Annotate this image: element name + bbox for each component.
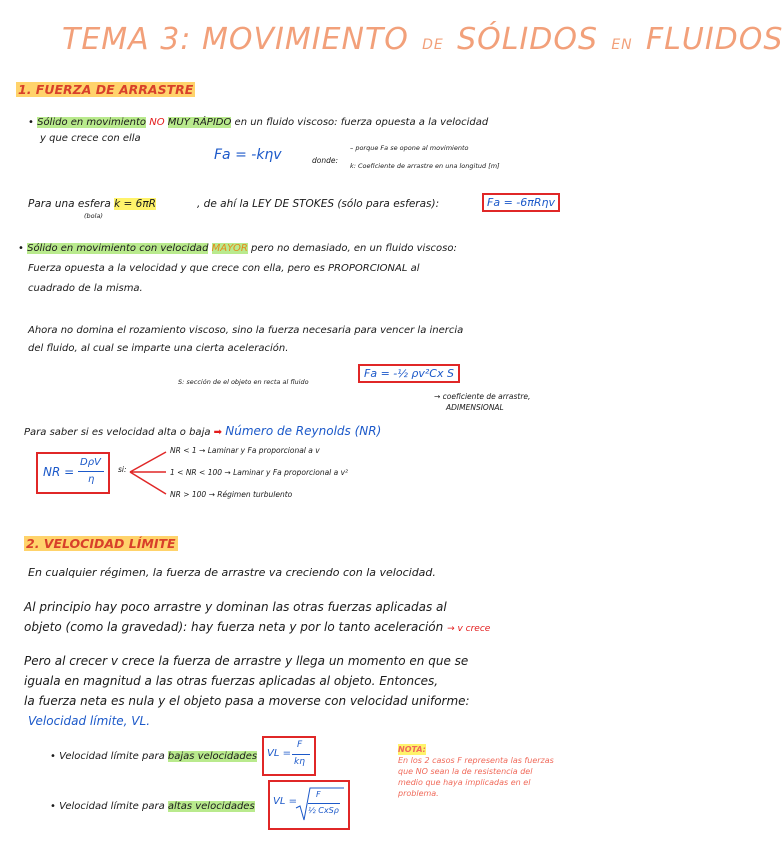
- fraction-bar: [78, 471, 104, 472]
- fraction-bar: [308, 803, 340, 804]
- reynolds-lhs: NR =: [43, 465, 75, 479]
- donde-label: donde:: [312, 156, 339, 165]
- note-line: problema.: [398, 789, 439, 798]
- para-3-line-3: cuadrado de la misma.: [28, 283, 143, 294]
- v-crece: → v crece: [447, 624, 491, 634]
- reynolds-numerator: DρV: [80, 457, 101, 468]
- note-heading: NOTA:: [398, 745, 426, 754]
- text: • Velocidad límite para: [50, 751, 165, 762]
- text: objeto (como la gravedad): hay fuerza neta y por lo tanto aceleración: [24, 620, 444, 634]
- section-heading-2: 2. VELOCIDAD LÍMITE: [26, 536, 176, 551]
- highlight-no: NO: [149, 117, 165, 128]
- vl-low-speed-line: [50, 750, 257, 764]
- para-3-line-2: Fuerza opuesta a la velocidad y que crece con ella, pero es PROPORCIONAL al: [28, 263, 420, 274]
- section-s-note: S: sección de el objeto en recta al fluido: [178, 378, 309, 386]
- highlight-text: MUY RÁPIDO: [167, 117, 232, 128]
- para-6-line-4: Pero al crecer v crece la fuerza de arrastre y llega un momento en que se: [24, 654, 469, 668]
- para-4-line-2: del fluido, al cual se imparte una cierta aceleración.: [28, 343, 289, 354]
- note-direction: – porque Fa se opone al movimiento: [350, 144, 469, 152]
- note-line: medio que haya implicadas en el: [398, 778, 531, 787]
- velocidad-limite-label: Velocidad límite, VL.: [28, 714, 151, 728]
- text: • Velocidad límite para: [50, 801, 165, 812]
- formula-quadratic-drag: Fa = -½ ρv²Cx S: [358, 364, 460, 383]
- para-6-line-6: la fuerza neta es nula y el objeto pasa a moverse con velocidad uniforme:: [24, 694, 470, 708]
- para-5-line-1: [24, 424, 381, 440]
- title-part2: DE: [422, 37, 444, 53]
- bullet: •: [28, 117, 34, 128]
- title-part1: TEMA 3: MOVIMIENTO: [62, 22, 409, 57]
- si-label: si:: [118, 465, 127, 474]
- note-coefficient: k: Coeficiente de arrastre en una longitud [m]: [350, 162, 500, 170]
- text: en un fluido viscoso: fuerza opuesta a la velocidad: [234, 117, 489, 128]
- para-6-line-5: iguala en magnitud a las otras fuerzas aplicadas al objeto. Entonces,: [24, 674, 439, 688]
- vl-low-lhs: VL =: [267, 748, 291, 759]
- case-laminar-v2: 1 < NR < 100 → Laminar y Fa proporcional a v²: [170, 468, 349, 477]
- stokes-text: , de ahí la LEY DE STOKES (sólo para esferas):: [197, 198, 440, 210]
- para-6-line-3: [24, 616, 490, 640]
- text: pero no demasiado, en un fluido viscoso:: [251, 243, 457, 254]
- title-part5: FLUIDOS: [645, 22, 783, 57]
- title-part4: EN: [611, 37, 633, 53]
- highlight-mayor: MAYOR: [211, 243, 248, 254]
- sub-bola: (bola): [84, 212, 103, 220]
- para-4-line-1: Ahora no domina el rozamiento viscoso, sino la fuerza necesaria para vencer la inercia: [28, 325, 464, 336]
- formula-stokes: Fa = -6πRηv: [482, 193, 560, 212]
- vl-high-speed-line: [50, 800, 255, 814]
- highlight-text: Sólido en movimiento con velocidad: [27, 243, 209, 254]
- reynolds-box: [36, 452, 110, 494]
- highlight-low: bajas velocidades: [167, 751, 258, 762]
- fraction-bar: [292, 754, 310, 755]
- note-block: [398, 744, 554, 799]
- vl-high-num: F: [316, 790, 321, 799]
- text: Para una esfera: [28, 198, 111, 210]
- formula-drag-force: Fa = -kηv: [214, 147, 282, 163]
- section-heading-1: 1. FUERZA DE ARRASTRE: [18, 82, 194, 97]
- para-1-line-2: y que crece con ella: [40, 133, 141, 144]
- branch-lines: [126, 446, 176, 502]
- note-line: que NO sean la de resistencia del: [398, 767, 533, 776]
- reynolds-title: Número de Reynolds (NR): [225, 424, 382, 438]
- coef-note-2: ADIMENSIONAL: [446, 403, 504, 412]
- para-6-line-1: En cualquier régimen, la fuerza de arrastre va creciendo con la velocidad.: [28, 566, 436, 579]
- title-part3: SÓLIDOS: [457, 22, 599, 57]
- coef-note-1: → coeficiente de arrastre,: [434, 392, 531, 401]
- vl-low-box: [262, 736, 316, 776]
- vl-high-den: ½ CxSρ: [308, 806, 339, 815]
- text: Para saber si es velocidad alta o baja: [24, 427, 211, 438]
- note-line: En los 2 casos F representa las fuerzas: [398, 756, 554, 765]
- case-laminar-v: NR < 1 → Laminar y Fa proporcional a v: [170, 446, 320, 455]
- highlight-high: altas velocidades: [167, 801, 255, 812]
- vl-high-lhs: VL =: [273, 796, 297, 807]
- vl-low-num: F: [297, 740, 303, 750]
- highlight-k: k = 6πR: [114, 198, 156, 210]
- page-title: [62, 22, 783, 57]
- para-2: [28, 196, 156, 212]
- reynolds-denominator: η: [88, 474, 95, 485]
- highlight-text: Sólido en movimiento: [37, 117, 147, 128]
- case-turbulent: NR > 100 → Régimen turbulento: [170, 490, 293, 499]
- para-1-line-1: [28, 116, 488, 130]
- para-3-line-1: • Sólido en movimiento con velocidad MAYOR pero no demasiado, en un fluido viscoso:: [18, 243, 457, 254]
- arrow-icon: ➡: [213, 427, 223, 438]
- para-6-line-2: Al principio hay poco arrastre y dominan las otras fuerzas aplicadas al: [24, 600, 447, 614]
- vl-low-den: kη: [294, 757, 305, 767]
- vl-high-box: [268, 780, 350, 830]
